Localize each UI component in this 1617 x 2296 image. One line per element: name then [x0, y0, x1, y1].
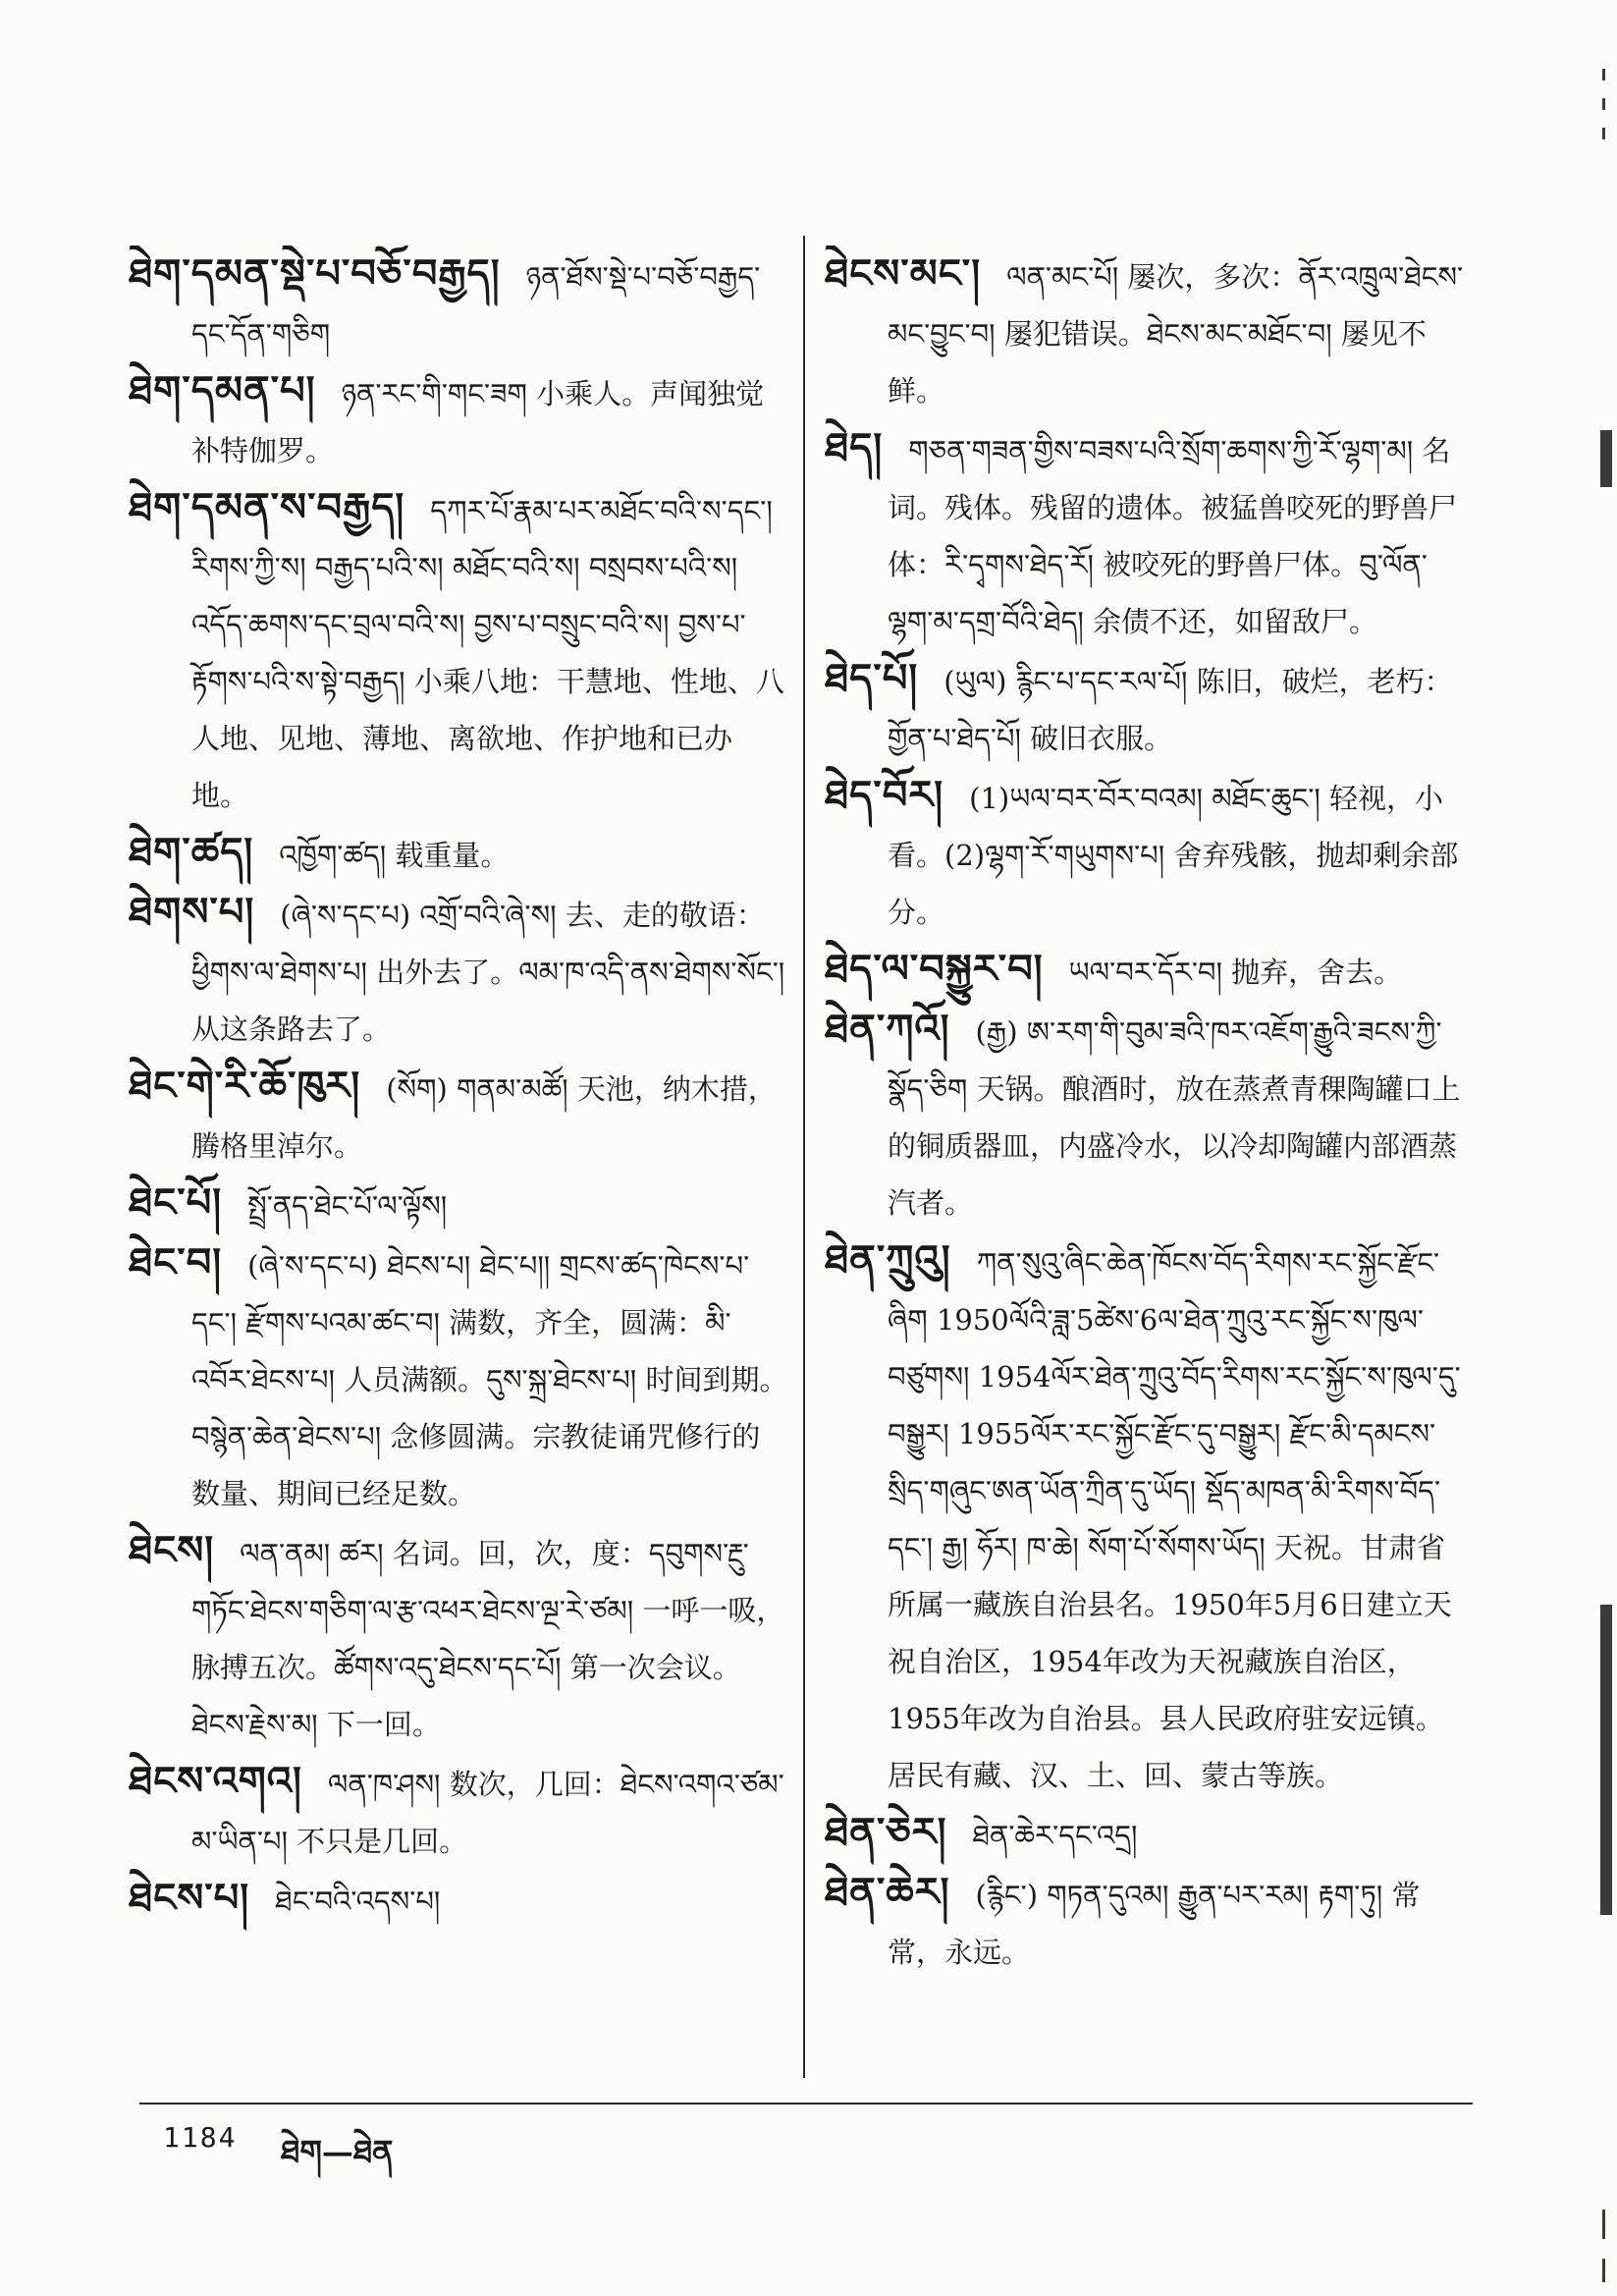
dictionary-entry [129, 1753, 788, 1870]
dictionary-entry [825, 941, 1469, 1001]
dictionary-entry [129, 1522, 788, 1753]
scan-edge-mark [1600, 430, 1612, 487]
dictionary-entry [825, 767, 1469, 941]
entry-headword: ཐེན་ཀའོ། [825, 1006, 950, 1052]
dictionary-entry [129, 246, 788, 362]
dictionary-entry [825, 1804, 1469, 1864]
entry-headword: ཐེག་དམན་པ། [129, 367, 316, 413]
entry-definition: ལན་ཁ་ཤས། 数次，几回：ཐེངས་འགའ་ཙམ་མ་ཡིན་པ། 不只是几回。 [191, 1768, 784, 1858]
dictionary-entry [825, 1231, 1469, 1804]
entry-definition: (ཞེ་ས་དང་པ) ཐེངས་པ། ཐེང་པ།། གྲངས་ཚད་ཁེངས་པ་དང་། རྫོགས་པའམ་ཚང་བ། 满数，齐全，圆满：མི་འབོར་ཐེངས་པ། 人员满额。དུས་སྐྲ་ཐེངས་པ། 时间到期。བསྙེན་ཆེན་ཐེངས་པ། 念修圆满。宗教徒诵咒修行的数量、期间已经足数。 [191, 1249, 788, 1510]
entry-headword: ཐེག་དམན་ས་བརྒྱད། [129, 484, 405, 530]
entry-headword: ཐེད། [825, 424, 884, 470]
dictionary-entry [129, 824, 788, 884]
dictionary-entry [129, 1234, 788, 1522]
scan-edge-mark [1602, 128, 1605, 139]
footer-rule [139, 2103, 1473, 2105]
dictionary-entry [129, 479, 788, 824]
entry-headword: ཐེན་ཆེར། [825, 1869, 950, 1915]
entry-definition: (ཡུལ) རྙིང་པ་དང་རལ་པོ། 陈旧，破烂，老朽：གྱོན་པ་ཐེད་པོ། 破旧衣服。 [888, 665, 1453, 755]
entry-headword: ཐེང་བ། [129, 1239, 223, 1285]
dictionary-entry [825, 1864, 1469, 1981]
scan-edge-mark [1600, 1605, 1612, 1915]
entry-definition: (རྙིང་) གཏན་དུའམ། རྒྱུན་པར་རམ། རྟག་ཏུ། 常常，永远。 [888, 1879, 1421, 1969]
entry-headword: ཐེངས། [129, 1527, 215, 1573]
entry-definition: གཅན་གཟན་གྱིས་བཟས་པའི་སྲོག་ཆགས་ཀྱི་རོ་ལྷག་མ། 名词。残体。残留的遗体。被猛兽咬死的野兽尸体：རི་དྭགས་ཐེད་རོ། 被咬死的野兽尸体。བུ་ལོན་ལྷག་མ་དགྲ་བོའི་ཐེད། 余债不还，如留敌尸。 [888, 434, 1458, 638]
entry-definition: འཁྱོག་ཚད། 载重量。 [279, 839, 510, 872]
dictionary-entry [129, 884, 788, 1058]
left-column [129, 246, 788, 2082]
entry-definition: (1)ཡལ་བར་བོར་བའམ། མཐོང་ཆུང་། 轻视，小看。(2)ལྷག་རོ་གཡུགས་པ། 舍弃残骸，抛却剩余部分。 [888, 782, 1459, 929]
dictionary-entry [825, 650, 1469, 767]
entry-definition: ཀན་སུའུ་ཞིང་ཆེན་ཁོངས་བོད་རིགས་རང་སྐྱོང་རྫོང་ཞིག 1950ལོའི་ཟླ་5ཚེས་6ལ་ཐེན་ཀྲུའུ་རང་སྐྱོང་ས་ཁུལ་བཙུགས། 1954ལོར་ཐེན་ཀྲུའུ་བོད་རིགས་རང་སྐྱོང་ས་ཁུལ་དུ་བསྒྱུར། 1955ལོར་རང་སྐྱོང་རྫོང་དུ་བསྒྱུར། རྫོང་མི་དམངས་སྲིད་གཞུང་ཨན་ཡོན་ཀྲིན་དུ་ཡོད། སྡོད་མཁན་མི་རིགས་བོད་དང་། རྒྱ། ཧོར། ཁ་ཆེ། སོག་པོ་སོགས་ཡོད། 天祝。甘肃省所属一藏族自治县名。1950年5月6日建立天祝自治区，1954年改为天祝藏族自治区，1955年改为自治县。县人民政府驻安远镇。居民有藏、汉、土、回、蒙古等族。 [888, 1246, 1461, 1792]
entry-headword: ཐེང་གེ་རི་ཆོ་ཁུར། [129, 1063, 361, 1109]
entry-definition: སྤྲོ་ནད་ཐེང་པོ་ལ་ལྟོས། [247, 1189, 448, 1223]
entry-headword: ཐེངས་འགའ། [129, 1758, 302, 1804]
dictionary-entry [825, 1001, 1469, 1231]
entry-definition: (སོག) གནམ་མཚོ། 天池，纳木措，腾格里淖尔。 [191, 1072, 777, 1163]
scan-edge-mark [1602, 2210, 1605, 2239]
scan-edge-mark [1602, 69, 1605, 81]
entry-headword: ཐེངས་མང་། [825, 250, 982, 297]
scan-edge-mark [1602, 2259, 1605, 2282]
entry-definition: ཡལ་བར་དོར་བ། 抛弃，舍去。 [1068, 956, 1403, 989]
entry-headword: ཐེད་པོ། [825, 655, 919, 701]
entry-definition: (རྒྱ) ཨ་རག་གི་བུམ་ཟའི་ཁར་འཇོག་རྒྱུའི་ཟངས་ཀྱི་སྣོད་ཅིག 天锅。酿酒时，放在蒸煮青稞陶罐口上的铜质器皿，内盛冷水，以冷却陶罐内部酒蒸汽者。 [888, 1015, 1461, 1220]
running-head: ཐེག—ཐེན [281, 2133, 394, 2170]
entry-definition: ཐེན་ཆེར་དང་འདྲ། [972, 1819, 1138, 1852]
scan-edge-mark [1602, 98, 1605, 110]
entry-headword: ཐེག་ཚད། [129, 829, 254, 875]
entry-headword: ཐེད་བོར། [825, 772, 944, 818]
entry-headword: ཐེགས་པ། [129, 889, 255, 935]
entry-definition: ལན་མང་པོ། 屡次，多次：ནོར་འཁྲུལ་ཐེངས་མང་བྱུང་བ། 屡犯错误。ཐེངས་མང་མཐོང་བ། 屡见不鲜。 [888, 260, 1464, 408]
entry-definition: ཐེང་བའི་འདས་པ། [275, 1885, 441, 1918]
entry-definition: དཀར་པོ་རྣམ་པར་མཐོང་བའི་ས་དང་། རིགས་ཀྱི་ས། བརྒྱད་པའི་ས། མཐོང་བའི་ས། བསྲབས་པའི་ས། འདོད་ཆགས་དང་བྲལ་བའི་ས། བྱས་པ་བསྲུང་བའི་ས། བྱས་པ་རྟོགས་པའི་ས་སྟེ་བརྒྱད། 小乘八地：干慧地、性地、八人地、见地、薄地、离欲地、作护地和已办地。 [191, 494, 784, 812]
entry-headword: ཐེང་པོ། [129, 1179, 223, 1226]
column-divider [803, 236, 805, 2078]
entry-headword: ཐེག་དམན་སྡེ་པ་བཅོ་བརྒྱད། [129, 250, 501, 297]
dictionary-entry [129, 1175, 788, 1234]
entry-headword: ཐེན་ཀྲུའུ། [825, 1236, 951, 1283]
entry-headword: ཐེད་ལ་བསྐྱུར་བ། [825, 946, 1044, 992]
dictionary-entry [825, 419, 1469, 650]
entry-definition: (ཞེ་ས་དང་པ) འགྲོ་བའི་ཞེ་ས། 去、走的敬语：ཕྱིགས་ལ་ཐེགས་པ། 出外去了。ལམ་ཁ་འདི་ནས་ཐེགས་སོང་། 从这条路去了。 [191, 899, 785, 1046]
entry-definition: ཉན་ཐོས་སྡེ་པ་བཅོ་བརྒྱད་དང་དོན་གཅིག [191, 260, 761, 351]
page-number: 1184 [163, 2121, 238, 2154]
dictionary-entry [129, 1870, 788, 1930]
dictionary-entry [825, 246, 1469, 419]
entry-headword: ཐེན་ཅེར། [825, 1809, 947, 1855]
entry-definition: ཉན་རང་གི་གང་ཟག 小乘人。声闻独觉补特伽罗。 [191, 377, 765, 467]
dictionary-entry [129, 362, 788, 479]
right-column [825, 246, 1469, 2082]
entry-definition: ལན་ནམ། ཚར། 名词。回，次，度：དབུགས་རྔུ་གཏོང་ཐེངས་གཅིག་ལ་རྩ་འཕར་ཐེངས་ལྔ་རེ་ཙམ། 一呼一吸，脉搏五次。ཚོགས་འདུ་ཐེངས་དང་པོ། 第一次会议。ཐེངས་རྗེས་མ། 下一回。 [191, 1537, 785, 1741]
entry-headword: ཐེངས་པ། [129, 1875, 250, 1921]
dictionary-entry [129, 1058, 788, 1175]
